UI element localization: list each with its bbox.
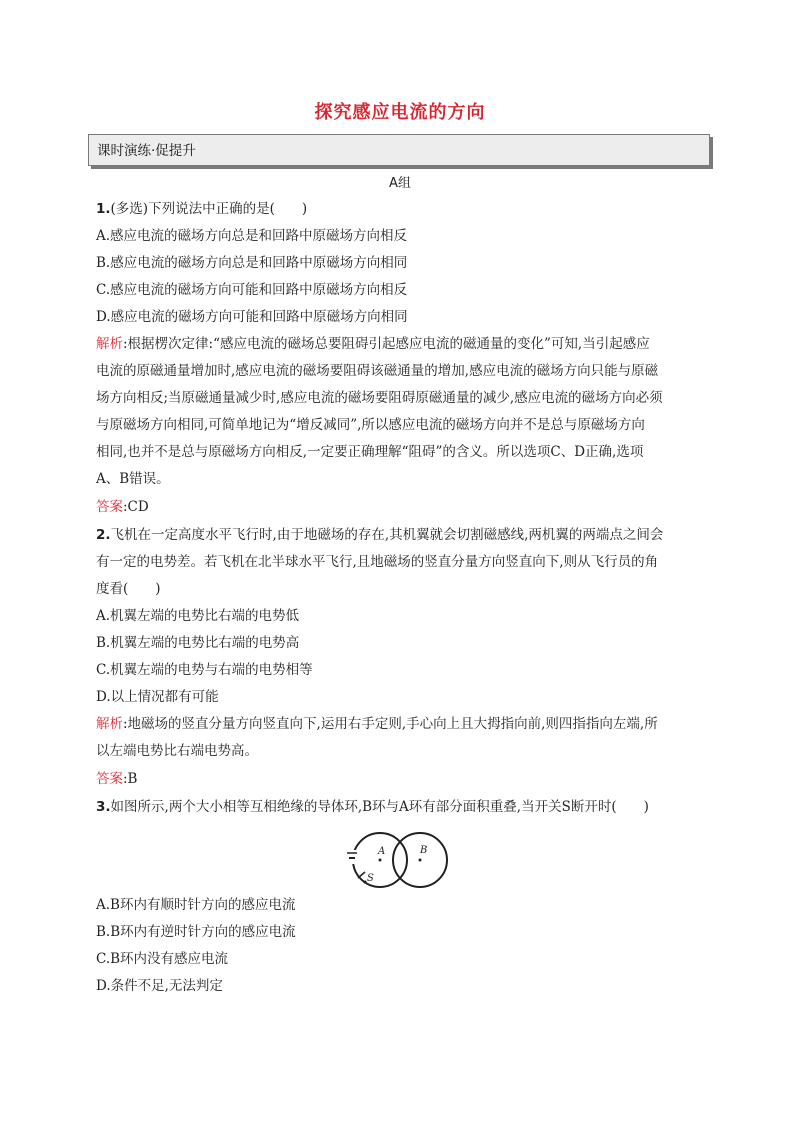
answer-text: :CD: [123, 499, 149, 515]
question-2-option-b: B.机翼左端的电势比右端的电势高: [96, 635, 300, 651]
question-1-analysis-line: [96, 335, 650, 353]
group-label: A组: [389, 176, 411, 191]
switch-label: S: [367, 873, 374, 884]
question-1-option-d: D.感应电流的磁场方向可能和回路中原磁场方向相同: [96, 309, 408, 325]
question-2-option-c: C.机翼左端的电势与右端的电势相等: [96, 662, 313, 678]
ring-a-label: A: [378, 846, 386, 857]
question-2-analysis-line: 以左端电势比右端电势高。: [96, 743, 258, 759]
section-header-bar: [88, 134, 710, 166]
question-1-analysis-line: 与原磁场方向相同,可简单地记为“增反减同”,所以感应电流的磁场方向并不是总与原磁场方向: [96, 417, 645, 433]
question-2-option-d: D.以上情况都有可能: [96, 689, 219, 705]
ring-b-center-dot: [419, 859, 422, 862]
question-1-stem: [96, 200, 307, 218]
ring-b-label: B: [420, 845, 428, 856]
question-text: 飞机在一定高度水平飞行时,由于地磁场的存在,其机翼就会切割磁感线,两机翼的两端点之间会: [110, 527, 664, 543]
answer-text: :B: [123, 771, 138, 787]
question-text: 如图所示,两个大小相等互相绝缘的导体环,B环与A环有部分面积重叠,当开关S断开时( ): [110, 799, 649, 815]
two-rings-circuit-figure: [342, 832, 460, 892]
section-header-label: 课时演练·促提升: [97, 143, 196, 159]
question-1-analysis-line: 相同,也并不是总与原磁场方向相反,一定要正确理解“阻碍”的含义。所以选项C、D正确,选项: [96, 444, 644, 460]
question-1-analysis-line: 电流的原磁通量增加时,感应电流的磁场要阻碍该磁通量的增加,感应电流的磁场方向只能与原磁: [96, 363, 659, 379]
analysis-label: 解析: [96, 336, 123, 352]
analysis-text: :地磁场的竖直分量方向竖直向下,运用右手定则,手心向上且大拇指向前,则四指指向左端,所: [123, 716, 658, 732]
question-number: 2.: [96, 527, 111, 543]
question-1-answer: [96, 498, 149, 516]
answer-label: 答案: [96, 771, 123, 787]
question-number: 1.: [96, 201, 111, 217]
page-title: 探究感应电流的方向: [314, 102, 486, 123]
analysis-label: 解析: [96, 716, 123, 732]
question-number: 3.: [96, 799, 111, 815]
switch-blade: [358, 872, 365, 878]
question-2-answer: [96, 770, 137, 788]
analysis-text: :根据楞次定律:“感应电流的磁场总要阻碍引起感应电流的磁通量的变化”可知,当引起感应: [123, 336, 650, 352]
question-1-option-b: B.感应电流的磁场方向总是和回路中原磁场方向相同: [96, 255, 408, 271]
question-1-analysis-line: A、B错误。: [96, 471, 170, 487]
question-2-stem: [96, 526, 663, 544]
question-3-option-d: D.条件不足,无法判定: [96, 978, 223, 994]
question-1-option-c: C.感应电流的磁场方向可能和回路中原磁场方向相反: [96, 282, 408, 298]
ring-a-center-dot: [379, 859, 382, 862]
question-3-option-b: B.B环内有逆时针方向的感应电流: [96, 924, 296, 940]
question-2-stem-line: 有一定的电势差。若飞机在北半球水平飞行,且地磁场的竖直分量方向竖直向下,则从飞行员的角: [96, 554, 659, 570]
question-1-analysis-line: 场方向相反;当原磁通量减少时,感应电流的磁场要阻碍原磁通量的减少,感应电流的磁场方向必须: [96, 390, 663, 406]
question-1-option-a: A.感应电流的磁场方向总是和回路中原磁场方向相反: [96, 228, 408, 244]
answer-label: 答案: [96, 499, 123, 515]
question-3-option-a: A.B环内有顺时针方向的感应电流: [96, 897, 296, 913]
question-2-option-a: A.机翼左端的电势比右端的电势低: [96, 608, 300, 624]
question-2-stem-line: 度看( ): [96, 581, 161, 597]
question-text: (多选)下列说法中正确的是( ): [110, 201, 308, 217]
question-2-analysis-line: [96, 715, 658, 733]
question-3-stem: [96, 798, 649, 816]
question-3-option-c: C.B环内没有感应电流: [96, 951, 229, 967]
